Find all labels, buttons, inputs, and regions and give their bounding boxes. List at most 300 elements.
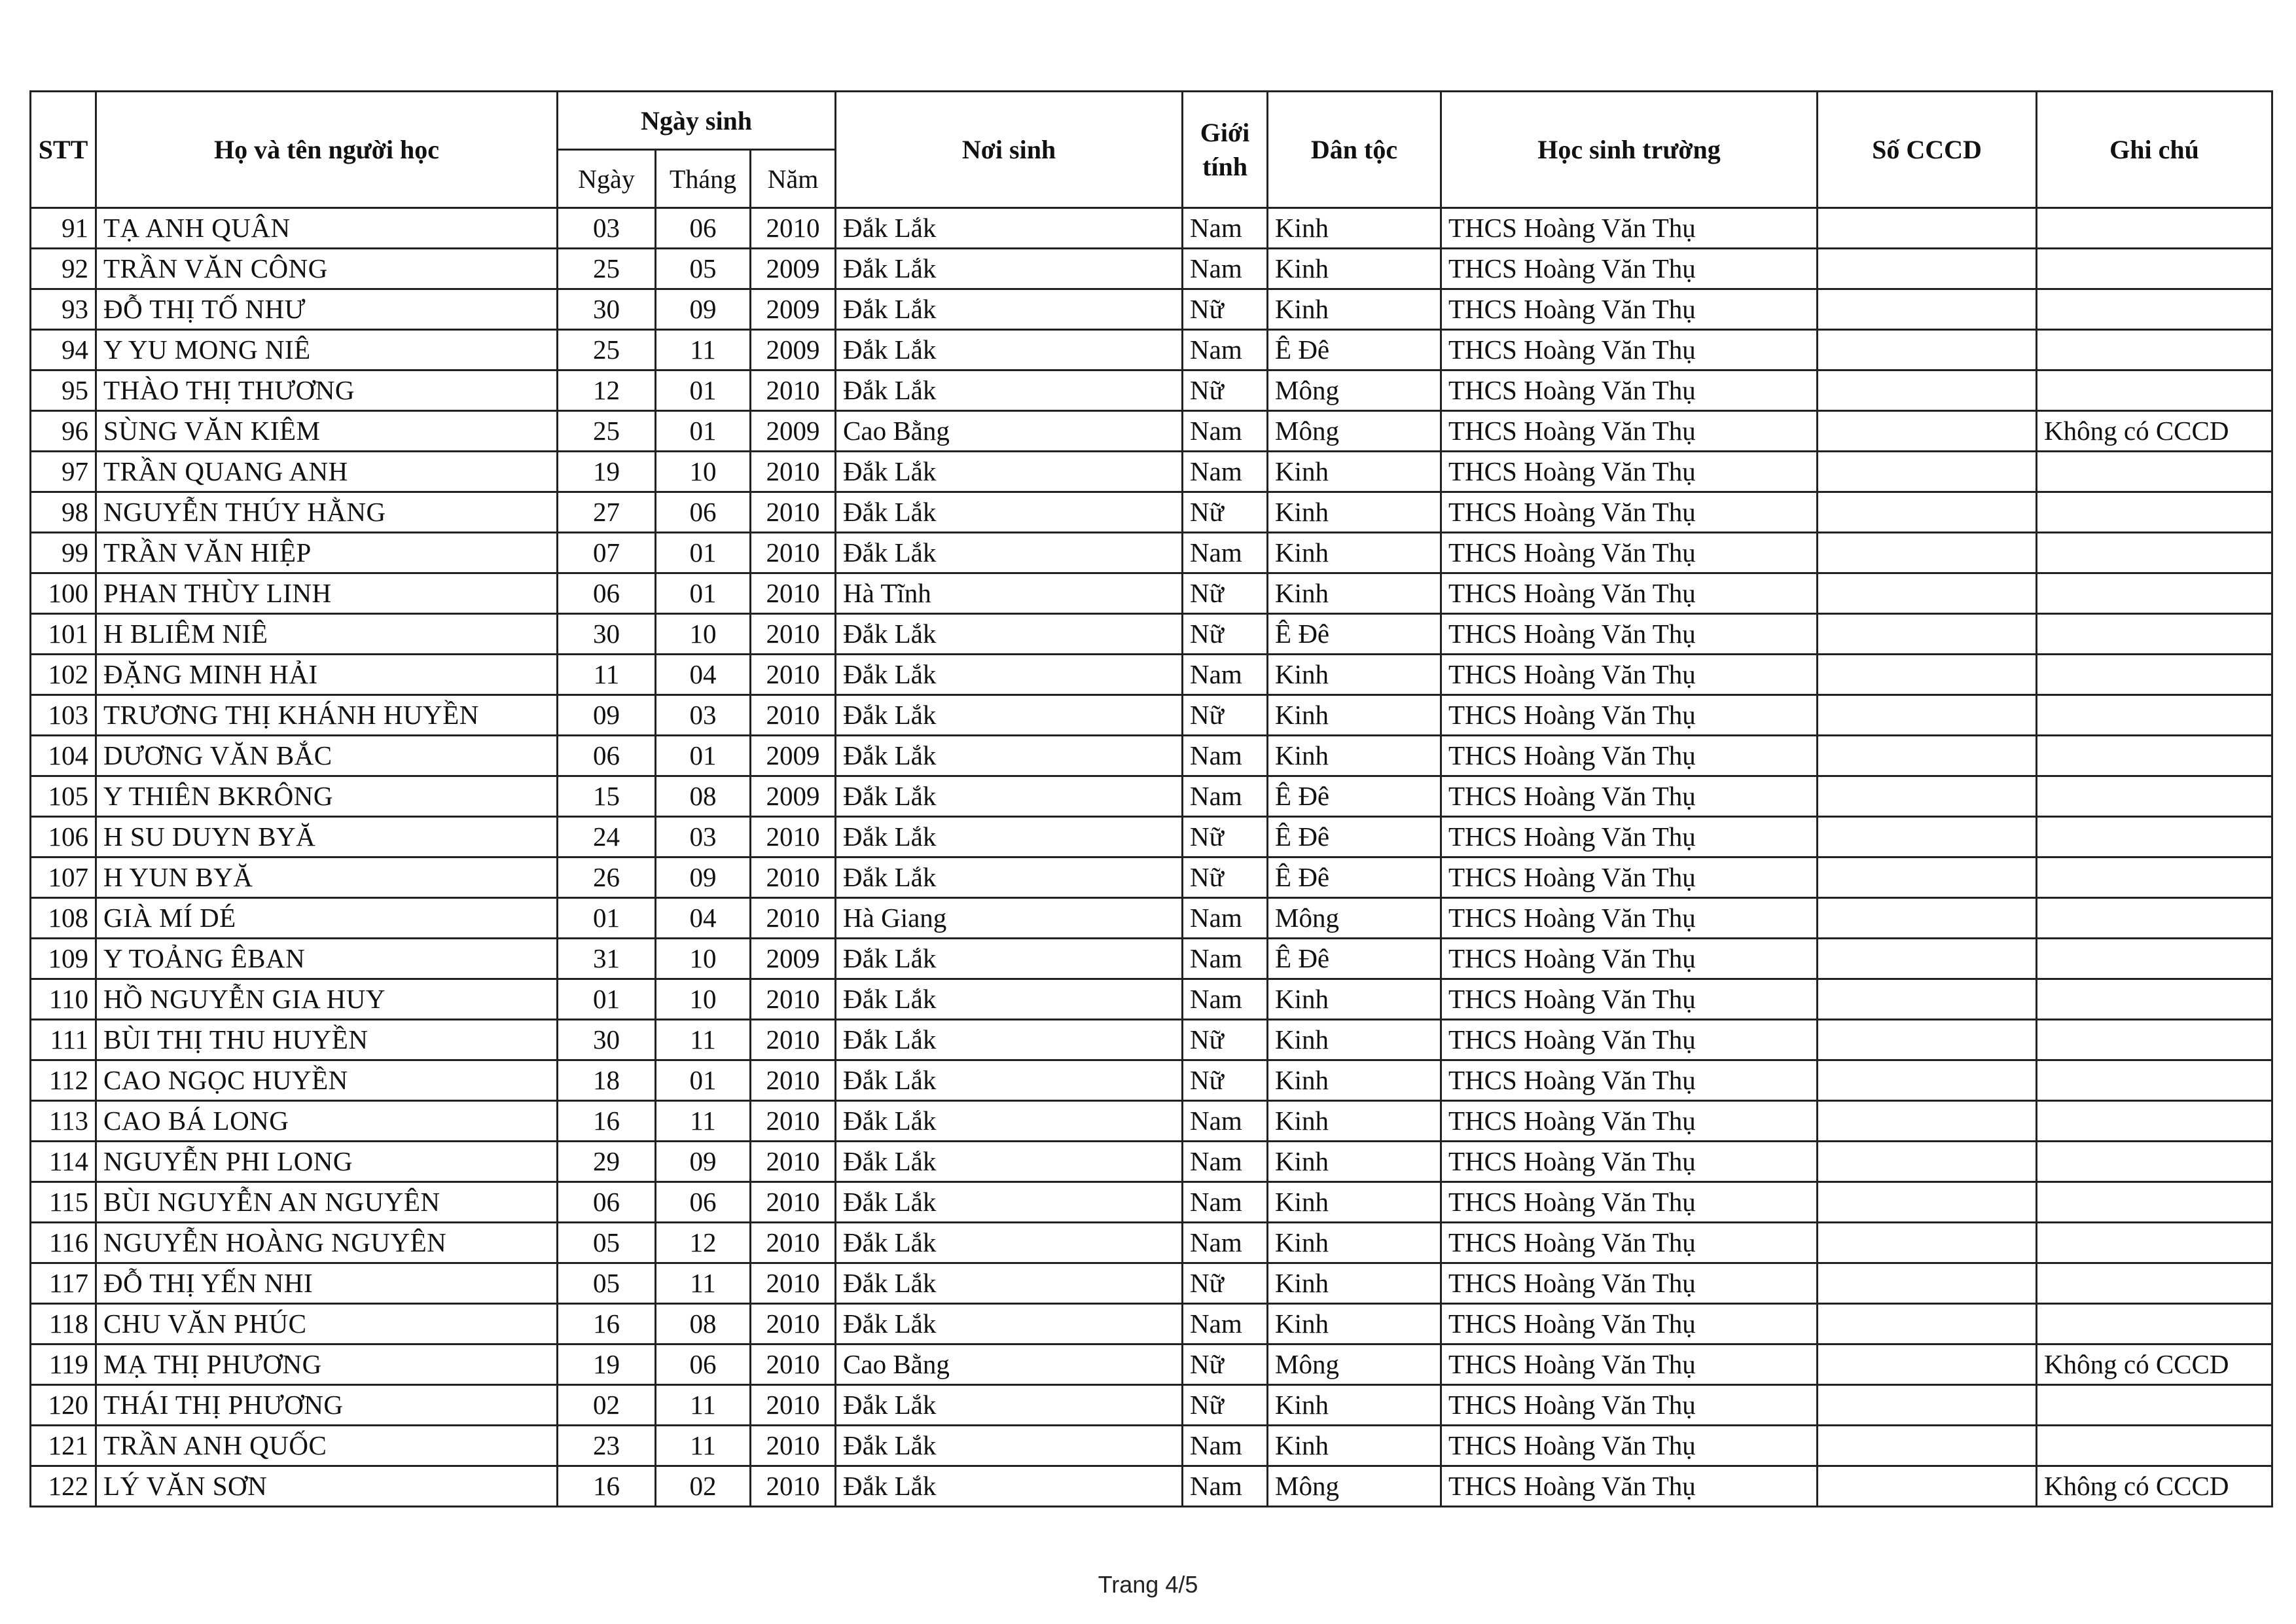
ethnicity-cell: Kinh (1268, 452, 1441, 492)
table-row (31, 1142, 2272, 1182)
ethnicity-cell: Mông (1268, 1344, 1441, 1385)
birth-year-cell: 2010 (751, 1182, 836, 1223)
birth-day-cell: 19 (558, 1344, 656, 1385)
row-number-cell: 112 (31, 1060, 96, 1101)
note-cell (2037, 249, 2272, 289)
school-cell: THCS Hoàng Văn Thụ (1441, 533, 1818, 573)
id-number-cell (1818, 1182, 2037, 1223)
ethnicity-cell: Ê Đê (1268, 776, 1441, 817)
table-row (31, 330, 2272, 370)
birth-month-cell: 11 (656, 1020, 751, 1060)
table-row (31, 1223, 2272, 1263)
table-row (31, 1182, 2272, 1223)
gender-cell: Nam (1183, 208, 1268, 249)
birthplace-cell: Đắk Lắk (836, 249, 1183, 289)
birth-month-cell: 12 (656, 1223, 751, 1263)
birth-day-cell: 18 (558, 1060, 656, 1101)
id-number-cell (1818, 614, 2037, 655)
student-name-cell: CAO NGỌC HUYỀN (96, 1060, 558, 1101)
birth-month-cell: 10 (656, 939, 751, 979)
school-cell: THCS Hoàng Văn Thụ (1441, 411, 1818, 452)
ethnicity-cell: Kinh (1268, 1304, 1441, 1344)
gender-cell: Nữ (1183, 573, 1268, 614)
school-cell: THCS Hoàng Văn Thụ (1441, 979, 1818, 1020)
birth-month-cell: 02 (656, 1466, 751, 1507)
id-number-cell (1818, 857, 2037, 898)
school-cell: THCS Hoàng Văn Thụ (1441, 573, 1818, 614)
birth-day-cell: 25 (558, 330, 656, 370)
school-cell: THCS Hoàng Văn Thụ (1441, 1020, 1818, 1060)
student-name-cell: H YUN BYĂ (96, 857, 558, 898)
gender-cell: Nữ (1183, 289, 1268, 330)
gender-cell: Nam (1183, 1466, 1268, 1507)
student-name-cell: PHAN THÙY LINH (96, 573, 558, 614)
birth-month-cell: 09 (656, 289, 751, 330)
birth-day-cell: 06 (558, 573, 656, 614)
header-birthplace: Nơi sinh (836, 92, 1183, 208)
ethnicity-cell: Kinh (1268, 289, 1441, 330)
birthplace-cell: Đắk Lắk (836, 695, 1183, 736)
birthplace-cell: Đắk Lắk (836, 1142, 1183, 1182)
birth-day-cell: 05 (558, 1263, 656, 1304)
ethnicity-cell: Kinh (1268, 1020, 1441, 1060)
row-number-cell: 110 (31, 979, 96, 1020)
row-number-cell: 118 (31, 1304, 96, 1344)
ethnicity-cell: Kinh (1268, 1263, 1441, 1304)
birth-month-cell: 09 (656, 1142, 751, 1182)
table-row (31, 370, 2272, 411)
table-row (31, 492, 2272, 533)
note-cell (2037, 1385, 2272, 1426)
birth-month-cell: 11 (656, 1101, 751, 1142)
birth-year-cell: 2010 (751, 370, 836, 411)
ethnicity-cell: Kinh (1268, 979, 1441, 1020)
birth-day-cell: 26 (558, 857, 656, 898)
ethnicity-cell: Kinh (1268, 736, 1441, 776)
birth-year-cell: 2010 (751, 573, 836, 614)
header-id-number: Số CCCD (1818, 92, 2037, 208)
table-row (31, 614, 2272, 655)
table-row (31, 1426, 2272, 1466)
birth-month-cell: 06 (656, 1182, 751, 1223)
birth-year-cell: 2010 (751, 1142, 836, 1182)
table-row (31, 1385, 2272, 1426)
birth-day-cell: 30 (558, 289, 656, 330)
row-number-cell: 117 (31, 1263, 96, 1304)
gender-cell: Nữ (1183, 492, 1268, 533)
id-number-cell (1818, 249, 2037, 289)
id-number-cell (1818, 208, 2037, 249)
gender-cell: Nam (1183, 939, 1268, 979)
ethnicity-cell: Mông (1268, 370, 1441, 411)
ethnicity-cell: Ê Đê (1268, 857, 1441, 898)
ethnicity-cell: Ê Đê (1268, 614, 1441, 655)
id-number-cell (1818, 1426, 2037, 1466)
school-cell: THCS Hoàng Văn Thụ (1441, 208, 1818, 249)
table-row (31, 1344, 2272, 1385)
id-number-cell (1818, 452, 2037, 492)
birth-month-cell: 11 (656, 1385, 751, 1426)
birth-year-cell: 2010 (751, 1101, 836, 1142)
note-cell (2037, 1101, 2272, 1142)
table-row (31, 573, 2272, 614)
note-cell (2037, 857, 2272, 898)
birth-year-cell: 2010 (751, 1466, 836, 1507)
header-ethnicity: Dân tộc (1268, 92, 1441, 208)
table-row (31, 655, 2272, 695)
id-number-cell (1818, 411, 2037, 452)
school-cell: THCS Hoàng Văn Thụ (1441, 817, 1818, 857)
gender-cell: Nam (1183, 776, 1268, 817)
birthplace-cell: Đắk Lắk (836, 1466, 1183, 1507)
birthplace-cell: Đắk Lắk (836, 857, 1183, 898)
birth-day-cell: 06 (558, 736, 656, 776)
ethnicity-cell: Kinh (1268, 1142, 1441, 1182)
id-number-cell (1818, 979, 2037, 1020)
id-number-cell (1818, 1304, 2037, 1344)
school-cell: THCS Hoàng Văn Thụ (1441, 1466, 1818, 1507)
student-name-cell: TẠ ANH QUÂN (96, 208, 558, 249)
birth-day-cell: 24 (558, 817, 656, 857)
note-cell (2037, 1142, 2272, 1182)
student-name-cell: ĐẶNG MINH HẢI (96, 655, 558, 695)
birth-year-cell: 2009 (751, 249, 836, 289)
note-cell (2037, 776, 2272, 817)
ethnicity-cell: Ê Đê (1268, 817, 1441, 857)
birth-day-cell: 07 (558, 533, 656, 573)
birth-year-cell: 2010 (751, 1263, 836, 1304)
id-number-cell (1818, 573, 2037, 614)
id-number-cell (1818, 1223, 2037, 1263)
ethnicity-cell: Kinh (1268, 1223, 1441, 1263)
header-name: Họ và tên người học (96, 92, 558, 208)
note-cell (2037, 614, 2272, 655)
row-number-cell: 99 (31, 533, 96, 573)
birth-year-cell: 2010 (751, 898, 836, 939)
row-number-cell: 92 (31, 249, 96, 289)
birth-month-cell: 05 (656, 249, 751, 289)
birth-year-cell: 2010 (751, 1385, 836, 1426)
table-row (31, 979, 2272, 1020)
birth-year-cell: 2010 (751, 452, 836, 492)
table-row (31, 1060, 2272, 1101)
table-row (31, 817, 2272, 857)
school-cell: THCS Hoàng Văn Thụ (1441, 330, 1818, 370)
student-name-cell: H SU DUYN BYĂ (96, 817, 558, 857)
student-name-cell: THÁI THỊ PHƯƠNG (96, 1385, 558, 1426)
birthplace-cell: Đắk Lắk (836, 330, 1183, 370)
school-cell: THCS Hoàng Văn Thụ (1441, 1142, 1818, 1182)
school-cell: THCS Hoàng Văn Thụ (1441, 1182, 1818, 1223)
birthplace-cell: Đắk Lắk (836, 452, 1183, 492)
row-number-cell: 121 (31, 1426, 96, 1466)
row-number-cell: 106 (31, 817, 96, 857)
note-cell (2037, 1060, 2272, 1101)
birth-day-cell: 16 (558, 1304, 656, 1344)
school-cell: THCS Hoàng Văn Thụ (1441, 1060, 1818, 1101)
student-name-cell: MẠ THỊ PHƯƠNG (96, 1344, 558, 1385)
birthplace-cell: Đắk Lắk (836, 655, 1183, 695)
school-cell: THCS Hoàng Văn Thụ (1441, 1223, 1818, 1263)
birthplace-cell: Đắk Lắk (836, 492, 1183, 533)
row-number-cell: 97 (31, 452, 96, 492)
row-number-cell: 105 (31, 776, 96, 817)
birth-month-cell: 10 (656, 979, 751, 1020)
page-number: Trang 4/5 (1098, 1571, 1198, 1598)
student-name-cell: NGUYỄN PHI LONG (96, 1142, 558, 1182)
table-row (31, 736, 2272, 776)
ethnicity-cell: Kinh (1268, 1385, 1441, 1426)
id-number-cell (1818, 1466, 2037, 1507)
header-day: Ngày (558, 150, 656, 208)
id-number-cell (1818, 370, 2037, 411)
gender-cell: Nam (1183, 533, 1268, 573)
birth-year-cell: 2009 (751, 289, 836, 330)
birth-day-cell: 15 (558, 776, 656, 817)
student-list-table (29, 90, 2273, 1507)
row-number-cell: 111 (31, 1020, 96, 1060)
note-cell (2037, 939, 2272, 979)
gender-cell: Nam (1183, 655, 1268, 695)
birthplace-cell: Đắk Lắk (836, 1182, 1183, 1223)
birthplace-cell: Đắk Lắk (836, 979, 1183, 1020)
birthplace-cell: Đắk Lắk (836, 1385, 1183, 1426)
id-number-cell (1818, 1060, 2037, 1101)
student-name-cell: Y YU MONG NIÊ (96, 330, 558, 370)
birth-year-cell: 2009 (751, 330, 836, 370)
birth-day-cell: 01 (558, 898, 656, 939)
birth-month-cell: 06 (656, 1344, 751, 1385)
id-number-cell (1818, 1020, 2037, 1060)
student-name-cell: Y THIÊN BKRÔNG (96, 776, 558, 817)
ethnicity-cell: Mông (1268, 411, 1441, 452)
note-cell (2037, 289, 2272, 330)
table-row (31, 289, 2272, 330)
note-cell: Không có CCCD (2037, 411, 2272, 452)
table-row (31, 249, 2272, 289)
birth-day-cell: 03 (558, 208, 656, 249)
gender-cell: Nam (1183, 979, 1268, 1020)
ethnicity-cell: Kinh (1268, 1426, 1441, 1466)
school-cell: THCS Hoàng Văn Thụ (1441, 655, 1818, 695)
birthplace-cell: Đắk Lắk (836, 1426, 1183, 1466)
birth-year-cell: 2010 (751, 1020, 836, 1060)
id-number-cell (1818, 939, 2037, 979)
birth-year-cell: 2010 (751, 533, 836, 573)
birthplace-cell: Đắk Lắk (836, 1304, 1183, 1344)
birth-month-cell: 04 (656, 655, 751, 695)
note-cell (2037, 898, 2272, 939)
note-cell (2037, 1020, 2272, 1060)
note-cell: Không có CCCD (2037, 1344, 2272, 1385)
ethnicity-cell: Ê Đê (1268, 330, 1441, 370)
birth-month-cell: 10 (656, 452, 751, 492)
birth-month-cell: 01 (656, 411, 751, 452)
birth-day-cell: 23 (558, 1426, 656, 1466)
gender-cell: Nam (1183, 1426, 1268, 1466)
note-cell (2037, 208, 2272, 249)
birth-month-cell: 09 (656, 857, 751, 898)
birth-day-cell: 06 (558, 1182, 656, 1223)
gender-cell: Nữ (1183, 1060, 1268, 1101)
header-dob: Ngày sinh (558, 92, 836, 150)
gender-cell: Nam (1183, 249, 1268, 289)
birth-month-cell: 08 (656, 1304, 751, 1344)
birth-month-cell: 01 (656, 1060, 751, 1101)
birth-year-cell: 2010 (751, 614, 836, 655)
table-row (31, 1263, 2272, 1304)
birth-day-cell: 16 (558, 1466, 656, 1507)
note-cell (2037, 1223, 2272, 1263)
id-number-cell (1818, 776, 2037, 817)
birth-day-cell: 25 (558, 411, 656, 452)
birth-month-cell: 11 (656, 330, 751, 370)
note-cell (2037, 1263, 2272, 1304)
gender-cell: Nữ (1183, 817, 1268, 857)
student-name-cell: H BLIÊM NIÊ (96, 614, 558, 655)
birthplace-cell: Đắk Lắk (836, 614, 1183, 655)
school-cell: THCS Hoàng Văn Thụ (1441, 614, 1818, 655)
gender-cell: Nam (1183, 898, 1268, 939)
id-number-cell (1818, 1101, 2037, 1142)
id-number-cell (1818, 1385, 2037, 1426)
birth-year-cell: 2010 (751, 208, 836, 249)
birth-day-cell: 29 (558, 1142, 656, 1182)
birth-day-cell: 02 (558, 1385, 656, 1426)
gender-cell: Nữ (1183, 857, 1268, 898)
birth-year-cell: 2010 (751, 1304, 836, 1344)
ethnicity-cell: Kinh (1268, 1182, 1441, 1223)
school-cell: THCS Hoàng Văn Thụ (1441, 939, 1818, 979)
ethnicity-cell: Mông (1268, 1466, 1441, 1507)
table-row (31, 1020, 2272, 1060)
birthplace-cell: Đắk Lắk (836, 1223, 1183, 1263)
birth-day-cell: 05 (558, 1223, 656, 1263)
note-cell (2037, 979, 2272, 1020)
birth-day-cell: 11 (558, 655, 656, 695)
ethnicity-cell: Ê Đê (1268, 939, 1441, 979)
student-name-cell: TRẦN VĂN CÔNG (96, 249, 558, 289)
gender-cell: Nam (1183, 1142, 1268, 1182)
school-cell: THCS Hoàng Văn Thụ (1441, 776, 1818, 817)
row-number-cell: 93 (31, 289, 96, 330)
table-row (31, 939, 2272, 979)
gender-cell: Nam (1183, 1223, 1268, 1263)
table-row (31, 857, 2272, 898)
student-name-cell: GIÀ MÍ DÉ (96, 898, 558, 939)
student-name-cell: BÙI NGUYỄN AN NGUYÊN (96, 1182, 558, 1223)
birthplace-cell: Cao Bằng (836, 411, 1183, 452)
note-cell (2037, 655, 2272, 695)
birth-day-cell: 30 (558, 1020, 656, 1060)
table-row (31, 411, 2272, 452)
student-name-cell: ĐỖ THỊ TỐ NHƯ (96, 289, 558, 330)
row-number-cell: 109 (31, 939, 96, 979)
birth-month-cell: 11 (656, 1426, 751, 1466)
note-cell (2037, 492, 2272, 533)
gender-cell: Nam (1183, 1101, 1268, 1142)
birth-year-cell: 2010 (751, 1426, 836, 1466)
ethnicity-cell: Kinh (1268, 208, 1441, 249)
header-year: Năm (751, 150, 836, 208)
birthplace-cell: Cao Bằng (836, 1344, 1183, 1385)
birth-month-cell: 06 (656, 492, 751, 533)
birth-year-cell: 2010 (751, 695, 836, 736)
header-stt: STT (31, 92, 96, 208)
birth-year-cell: 2010 (751, 857, 836, 898)
birth-year-cell: 2009 (751, 736, 836, 776)
ethnicity-cell: Kinh (1268, 695, 1441, 736)
ethnicity-cell: Kinh (1268, 533, 1441, 573)
birth-month-cell: 06 (656, 208, 751, 249)
id-number-cell (1818, 695, 2037, 736)
row-number-cell: 107 (31, 857, 96, 898)
student-name-cell: BÙI THỊ THU HUYỀN (96, 1020, 558, 1060)
note-cell (2037, 533, 2272, 573)
row-number-cell: 115 (31, 1182, 96, 1223)
header-month: Tháng (656, 150, 751, 208)
note-cell (2037, 1182, 2272, 1223)
row-number-cell: 102 (31, 655, 96, 695)
school-cell: THCS Hoàng Văn Thụ (1441, 249, 1818, 289)
school-cell: THCS Hoàng Văn Thụ (1441, 695, 1818, 736)
gender-cell: Nam (1183, 736, 1268, 776)
table-row (31, 208, 2272, 249)
gender-cell: Nữ (1183, 1344, 1268, 1385)
row-number-cell: 98 (31, 492, 96, 533)
id-number-cell (1818, 898, 2037, 939)
table-row (31, 695, 2272, 736)
birthplace-cell: Đắk Lắk (836, 776, 1183, 817)
birth-day-cell: 12 (558, 370, 656, 411)
gender-cell: Nữ (1183, 695, 1268, 736)
birthplace-cell: Đắk Lắk (836, 939, 1183, 979)
birth-month-cell: 03 (656, 817, 751, 857)
birthplace-cell: Đắk Lắk (836, 1263, 1183, 1304)
birth-day-cell: 31 (558, 939, 656, 979)
school-cell: THCS Hoàng Văn Thụ (1441, 452, 1818, 492)
table-row (31, 1304, 2272, 1344)
school-cell: THCS Hoàng Văn Thụ (1441, 736, 1818, 776)
gender-cell: Nam (1183, 330, 1268, 370)
ethnicity-cell: Mông (1268, 898, 1441, 939)
row-number-cell: 91 (31, 208, 96, 249)
table-header (31, 92, 2272, 208)
table-row (31, 1101, 2272, 1142)
student-name-cell: TRẦN VĂN HIỆP (96, 533, 558, 573)
birth-month-cell: 01 (656, 573, 751, 614)
note-cell (2037, 817, 2272, 857)
id-number-cell (1818, 533, 2037, 573)
row-number-cell: 122 (31, 1466, 96, 1507)
birth-day-cell: 30 (558, 614, 656, 655)
birthplace-cell: Đắk Lắk (836, 736, 1183, 776)
birth-day-cell: 09 (558, 695, 656, 736)
school-cell: THCS Hoàng Văn Thụ (1441, 370, 1818, 411)
row-number-cell: 94 (31, 330, 96, 370)
student-name-cell: NGUYỄN THÚY HẰNG (96, 492, 558, 533)
birthplace-cell: Đắk Lắk (836, 817, 1183, 857)
id-number-cell (1818, 817, 2037, 857)
student-name-cell: THÀO THỊ THƯƠNG (96, 370, 558, 411)
table-row (31, 898, 2272, 939)
birth-year-cell: 2010 (751, 492, 836, 533)
row-number-cell: 104 (31, 736, 96, 776)
birthplace-cell: Đắk Lắk (836, 1101, 1183, 1142)
table-row (31, 452, 2272, 492)
gender-cell: Nữ (1183, 1385, 1268, 1426)
birth-month-cell: 01 (656, 370, 751, 411)
